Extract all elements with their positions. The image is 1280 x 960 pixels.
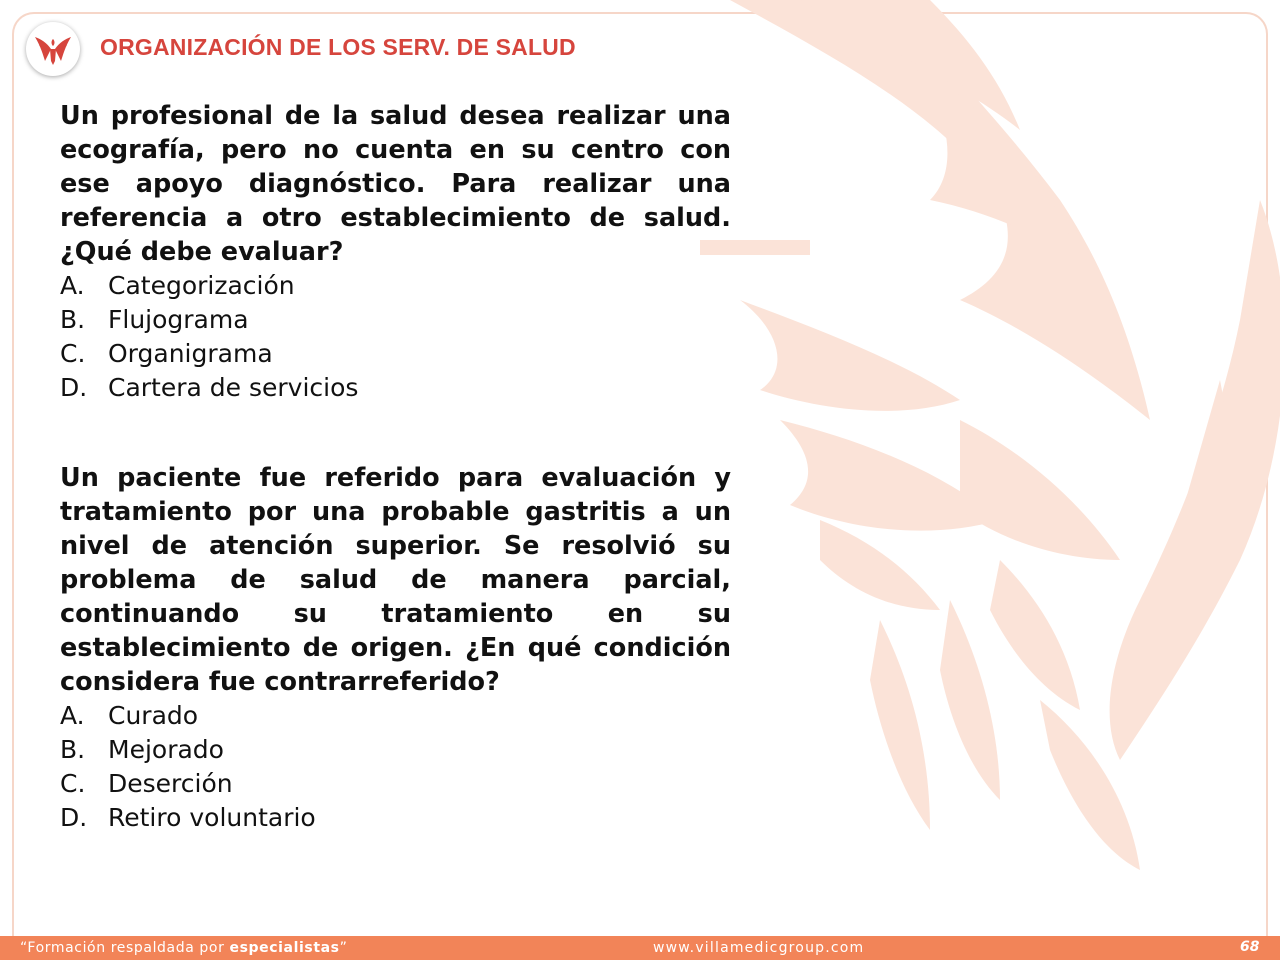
phoenix-watermark-icon	[700, 0, 1280, 935]
footer-slogan: “Formación respaldada por especialistas”	[20, 940, 348, 956]
option-c: C. Deserción	[60, 769, 233, 798]
page-title: ORGANIZACIÓN DE LOS SERV. DE SALUD	[100, 34, 576, 60]
option-b: B. Mejorado	[60, 735, 224, 764]
option-d: D. Cartera de servicios	[60, 373, 359, 402]
option-d: D. Retiro voluntario	[60, 803, 316, 832]
page-number: 68	[1240, 939, 1260, 955]
option-a: A. Curado	[60, 701, 199, 730]
question-2	[60, 461, 731, 835]
question-text: Un paciente fue referido para evaluación y tratamiento por una probable gastritis a un nivel de atención superior. Se resolvió su problema de salud de manera parcial, continuando su tratamiento en su establecimiento de origen. ¿En qué condición considera fue contrarreferido?	[60, 463, 731, 697]
options-list	[60, 269, 731, 405]
footer-bar	[0, 936, 1280, 960]
option-a: A. Categorización	[60, 271, 295, 300]
question-1	[60, 99, 731, 405]
option-c: C. Organigrama	[60, 339, 273, 368]
options-list	[60, 699, 731, 835]
question-text: Un profesional de la salud desea realizar una ecografía, pero no cuenta en su centro con ese apoyo diagnóstico. Para realizar una referencia a otro establecimiento de salud. ¿Qué debe evaluar?	[60, 101, 731, 267]
option-b: B. Flujograma	[60, 305, 249, 334]
footer-website: www.villamedicgroup.com	[653, 940, 865, 956]
phoenix-logo-icon	[26, 22, 80, 76]
